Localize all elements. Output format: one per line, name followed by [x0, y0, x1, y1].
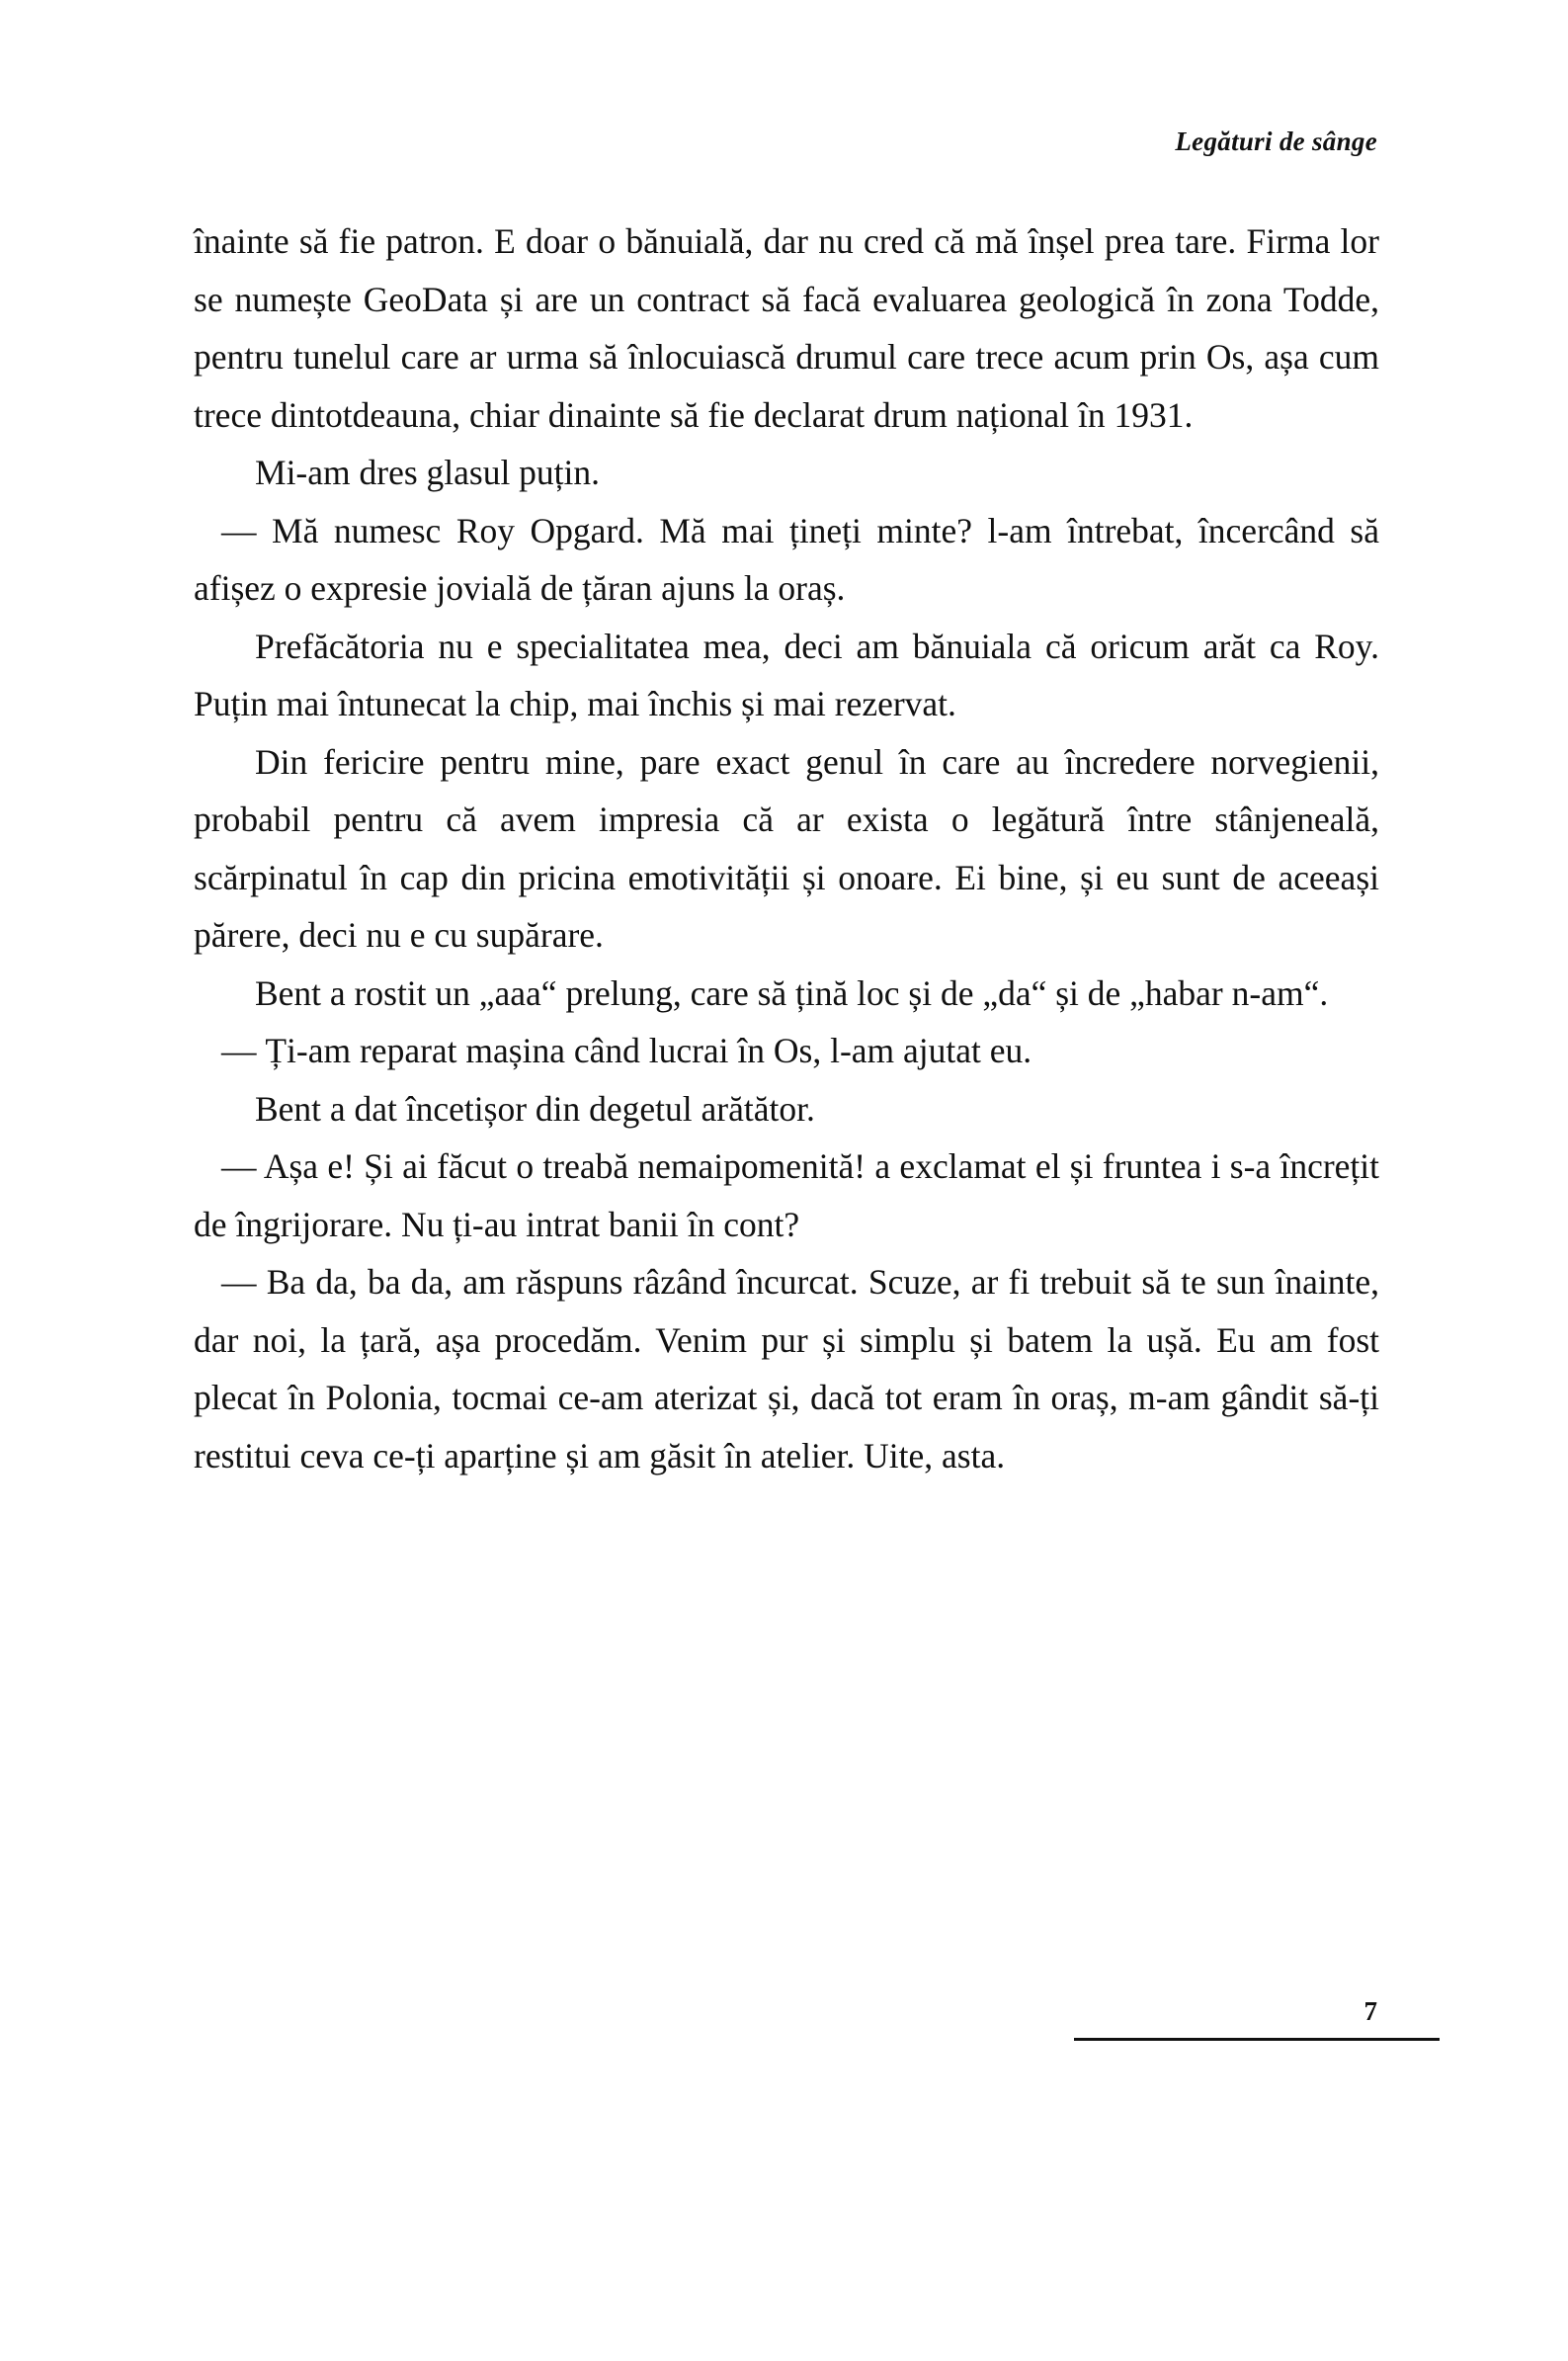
paragraph: Din fericire pentru mine, pare exact genul în care au încredere norvegienii, probabil pentru că avem impresia că ar exista o legătură între stânjeneală, scărpinatul în cap din pricina emotivității și onoare. Ei bine, și eu sunt de aceeași părere, deci nu e cu supărare.	[194, 741, 1379, 955]
paragraph: — Mă numesc Roy Opgard. Mă mai țineți minte? l-am întrebat, încercând să afișez o expresie jovială de țăran ajuns la oraș.	[194, 510, 1379, 608]
folio-divider	[1074, 2038, 1440, 2041]
paragraph: — Ba da, ba da, am răspuns râzând încurcat. Scuze, ar fi trebuit să te sun înainte, dar noi, la țară, așa procedăm. Venim pur și simplu și batem la ușă. Eu am fost plecat în Polonia, tocmai ce-am aterizat și, dacă tot eram în oraș, m-am gândit să-ți restitui ceva ce-ți aparține și am găsit în atelier. Uite, asta.	[194, 1262, 1379, 1476]
page-number: 7	[1363, 1996, 1377, 2026]
body-text	[194, 212, 1379, 1484]
paragraph: — Așa e! Și ai făcut o treabă nemaipomenită! a exclamat el și fruntea i s-a încrețit de îngrijorare. Nu ți-au intrat banii în cont?	[194, 1146, 1379, 1244]
paragraph: — Ți-am reparat mașina când lucrai în Os, l-am ajutat eu.	[221, 1031, 1032, 1070]
paragraph: Prefăcătoria nu e specialitatea mea, deci am bănuiala că oricum arăt ca Roy. Puțin mai întunecat la chip, mai închis și mai rezervat.	[194, 626, 1379, 723]
running-head: Legături de sânge	[1175, 126, 1377, 156]
paragraph: Mi-am dres glasul puțin.	[255, 453, 601, 492]
paragraph: Bent a rostit un „aaa“ prelung, care să țină loc și de „da“ și de „habar n-am“.	[255, 972, 1329, 1013]
paragraph: înainte să fie patron. E doar o bănuială, dar nu cred că mă înșel prea tare. Firma lor se numește GeoData și are un contract să facă evaluarea geologică în zona Todde, pentru tunelul care ar urma să înlocuiască drumul care trece acum prin Os, așa cum trece dintotdeauna, chiar dinainte să fie declarat drum național în 1931.	[194, 221, 1379, 435]
paragraph: Bent a dat încetișor din degetul arătător.	[255, 1088, 815, 1129]
